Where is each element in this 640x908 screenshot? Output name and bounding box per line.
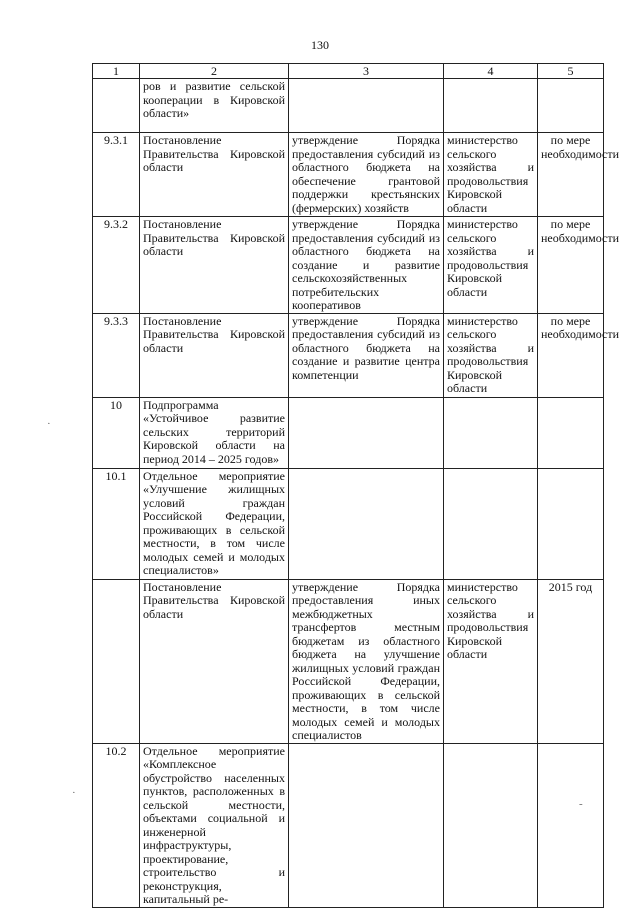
executor: министерство сельского хозяйства и продовольствия Кировской области	[444, 579, 538, 743]
header-cell: 2	[140, 64, 289, 79]
document-type: Отдельное мероприятие «Улучшение жилищных условий граждан Российской Федерации, проживающих в сельской местности, в том числе молодых семей и молодых специалистов»	[140, 468, 289, 579]
document-type: Постановление Правительства Кировской области	[140, 217, 289, 314]
executor: министерство сельского хозяйства и продовольствия Кировской области	[444, 217, 538, 314]
executor	[444, 397, 538, 468]
term: 2015 год	[538, 579, 604, 743]
measures-table	[92, 63, 620, 908]
table-row	[93, 133, 604, 217]
document-type: Отдельное мероприятие «Комплексное обустройство населенных пунктов, расположенных в сельской местности, объектами социальной и инженерной инфраструктуры, проектирование, строительство и реконструкция, капитальный ре-	[140, 743, 289, 907]
scan-speck: -	[579, 798, 583, 810]
term: по мере необходимости	[538, 133, 604, 217]
row-number: 10.2	[93, 743, 140, 907]
header-cell: 3	[289, 64, 444, 79]
term: по мере необходимости	[538, 313, 604, 397]
document-content	[289, 79, 444, 133]
document-type: Постановление Правительства Кировской области	[140, 313, 289, 397]
document-content	[289, 397, 444, 468]
executor	[444, 743, 538, 907]
header-cell: 5	[538, 64, 604, 79]
page-number: 130	[311, 38, 329, 52]
row-number: 10.1	[93, 468, 140, 579]
term	[538, 468, 604, 579]
document-content: утверждение Порядка предоставления субсидий из областного бюджета на обеспечение грантовой поддержки крестьянских (фермерских) хозяйств	[289, 133, 444, 217]
document-content: утверждение Порядка предоставления иных межбюджетных трансфертов местным бюджетам из областного бюджета на улучшение жилищных условий граждан Российской Федерации, проживающих в сельской местности, в том числе молодых семей и молодых специалистов	[289, 579, 444, 743]
scan-speck: ·	[72, 787, 76, 799]
document-type: Постановление Правительства Кировской области	[140, 579, 289, 743]
term: по мере необходимости	[538, 217, 604, 314]
document-type: Постановление Правительства Кировской области	[140, 133, 289, 217]
executor	[444, 79, 538, 133]
document-type: Подпрограмма «Устойчивое развитие сельских территорий Кировской области на период 2014 – 2025 годов»	[140, 397, 289, 468]
row-number: 9.3.3	[93, 313, 140, 397]
executor: министерство сельского хозяйства и продовольствия Кировской области	[444, 313, 538, 397]
executor	[444, 468, 538, 579]
table-row	[93, 217, 604, 314]
document-content: утверждение Порядка предоставления субсидий из областного бюджета на создание и развитие сельскохозяйственных потребительских кооперативов	[289, 217, 444, 314]
table-row	[93, 579, 604, 743]
header-cell: 4	[444, 64, 538, 79]
term	[538, 397, 604, 468]
table-row	[93, 79, 604, 133]
header-cell: 1	[93, 64, 140, 79]
term	[538, 743, 604, 907]
table-row	[93, 397, 604, 468]
header-row	[93, 64, 604, 79]
table-row	[93, 313, 604, 397]
term	[538, 79, 604, 133]
row-number: 9.3.1	[93, 133, 140, 217]
row-number: 9.3.2	[93, 217, 140, 314]
row-number	[93, 79, 140, 133]
document-type: ров и развитие сельской кооперации в Кировской области»	[140, 79, 289, 133]
table-row	[93, 743, 604, 907]
executor: министерство сельского хозяйства и продовольствия Кировской области	[444, 133, 538, 217]
document-content	[289, 468, 444, 579]
scan-speck: ·	[47, 418, 51, 430]
document-content: утверждение Порядка предоставления субсидий из областного бюджета на создание и развитие центра компетенции	[289, 313, 444, 397]
row-number	[93, 579, 140, 743]
document-content	[289, 743, 444, 907]
row-number: 10	[93, 397, 140, 468]
table-row	[93, 468, 604, 579]
